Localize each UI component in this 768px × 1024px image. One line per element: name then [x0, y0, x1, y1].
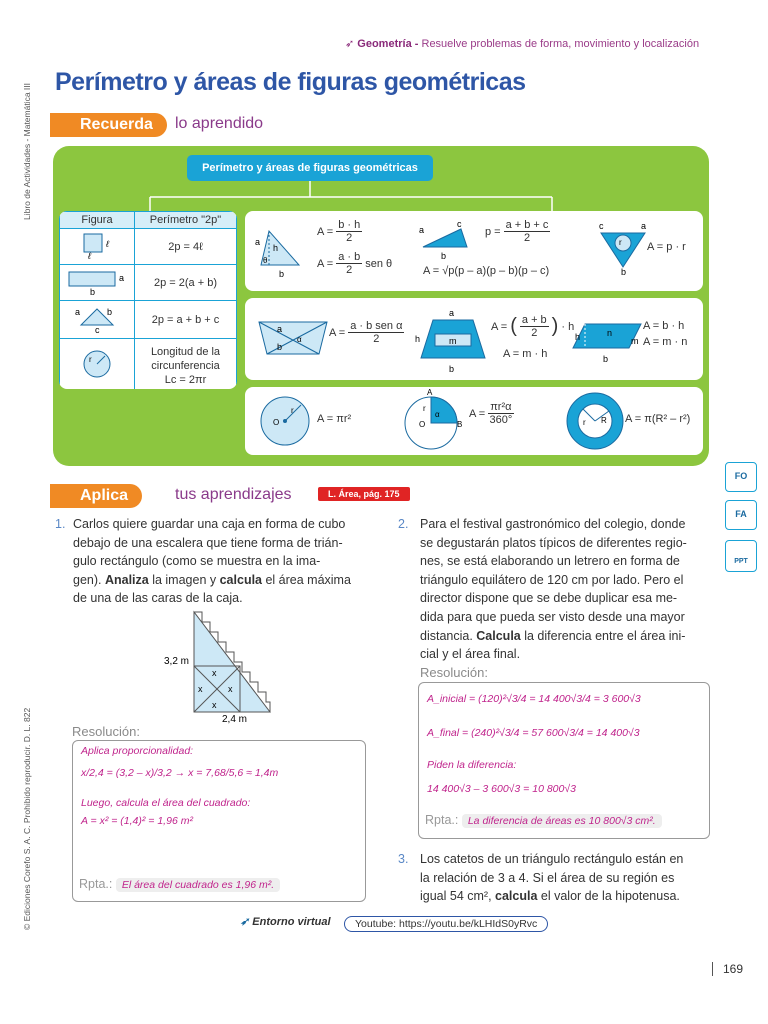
svg-text:b: b — [621, 267, 627, 275]
svg-text:a: a — [449, 308, 455, 318]
svg-text:r: r — [291, 406, 294, 415]
staircase-figure — [160, 608, 300, 724]
svg-text:a: a — [277, 324, 283, 334]
fig-circle — [60, 339, 135, 390]
formula-circle-area: A = πr² — [317, 413, 352, 425]
svg-text:ℓ: ℓ — [106, 239, 109, 249]
formula-semiperimeter: p = $\frac{a + b + c}{2}$ — [485, 219, 549, 244]
svg-text:x: x — [198, 684, 203, 694]
svg-text:a: a — [419, 225, 425, 235]
formula-diagonals: A = a · b sen α 2 — [329, 320, 403, 345]
p1-answer: Rpta.: El área del cuadrado es 1,96 m². — [79, 877, 280, 891]
p2-step-2: A_final = (240)²√3/4 = 57 600√3/4 = 14 400√3 — [427, 727, 640, 739]
col-header-perimetro: Perímetro "2p" — [135, 212, 237, 229]
fig-triangle — [60, 301, 135, 339]
svg-text:b: b — [90, 287, 96, 295]
formula-triangle-ab-sin: A = $\frac{a \cdot b}{2}$ sen θ — [317, 251, 393, 276]
youtube-link[interactable]: Youtube: https://youtu.be/kLHIdS0yRvc — [344, 916, 548, 932]
svg-text:b: b — [603, 354, 609, 364]
formula-parallelogram-bh: A = b · h — [643, 320, 685, 332]
header-topic: Resuelve problemas de forma, movimiento y localización — [421, 38, 700, 50]
svg-text:2,4 m: 2,4 m — [222, 714, 248, 724]
svg-text:3,2 m: 3,2 m — [164, 656, 190, 667]
header-subject: Geometría — [357, 38, 412, 50]
formula-circle: Longitud de la circunferencia Lc = 2πr — [135, 339, 237, 390]
p1-step-4: A = x² = (1,4)² = 1,96 m² — [81, 815, 193, 827]
problem-1-resolution-title: Resolución: — [72, 724, 140, 739]
p1-step-2: x/2,4 = (3,2 – x)/3,2 → x = 7,68/5,6 ≈ 1,4m — [81, 767, 279, 779]
trapezoid-figure — [415, 304, 491, 374]
triangle-height-figure — [253, 225, 305, 281]
svg-text:h: h — [415, 334, 421, 344]
svg-text:n: n — [607, 328, 613, 338]
svg-text:c: c — [457, 221, 462, 229]
svg-text:x: x — [212, 700, 217, 710]
triangle-formulas-box — [245, 211, 703, 291]
formula-inradius: A = p · r — [647, 241, 686, 253]
svg-text:b: b — [441, 251, 447, 261]
svg-text:b: b — [277, 342, 283, 352]
formula-triangle-bh: A = $\frac{b \cdot h}{2}$ — [317, 219, 361, 244]
book-reference-tag: L. Área, pág. 175 — [318, 487, 410, 501]
recuerda-text: lo aprendido — [175, 115, 264, 132]
col-header-figura: Figura — [60, 212, 135, 229]
circle-formulas-box — [245, 387, 703, 455]
fig-rectangle — [60, 265, 135, 301]
problem-3: 3. Los catetos de un triángulo rectángulo están en la relación de 3 a 4. Si el área de su región es igual 54 cm², calcula el valor de la hipotenusa. — [398, 852, 684, 904]
svg-text:m: m — [449, 336, 457, 346]
fa-icon[interactable]: FA — [725, 500, 757, 530]
problem-2-resolution-title: Resolución: — [420, 665, 488, 680]
svg-text:h: h — [575, 332, 581, 342]
svg-text:O: O — [273, 418, 280, 427]
side-text-top: Libro de Actividades - Matemática III — [22, 82, 32, 220]
svg-text:θ: θ — [263, 256, 268, 265]
svg-text:B: B — [457, 420, 463, 429]
svg-text:R: R — [601, 416, 607, 425]
side-text-bottom: © Ediciones Corefo S. A. C. Prohibido reproducir. D. L. 822 — [22, 707, 32, 930]
page-number: 169 — [712, 962, 743, 976]
svg-text:c: c — [599, 221, 604, 231]
fig-square — [60, 229, 135, 265]
p1-step-3: Luego, calcula el área del cuadrado: — [81, 797, 251, 809]
map-connectors — [140, 181, 560, 211]
perimeter-table — [59, 211, 237, 389]
problem-1-resolution-box — [72, 740, 366, 902]
svg-text:r: r — [619, 238, 622, 247]
aplica-text: tus aprendizajes — [175, 486, 292, 503]
annulus-figure — [563, 389, 629, 453]
concept-map-title: Perímetro y áreas de figuras geométricas — [187, 155, 433, 181]
formula-square: 2p = 4ℓ — [135, 229, 237, 265]
problem-2: 2. Para el festival gastronómico del colegio, donde se degustarán platos típicos de diferentes regio- nes, se está elaborando un letrero en forma de triángulo equilátero de 120 cm por lado. Pero el director dispone que se debe duplicar esa me- dida para que pueda ser visto desde una mayor distancia. Calcula la diferencia entre el área ini- cial y el área final. — [398, 517, 687, 662]
svg-text:b: b — [107, 307, 113, 317]
p2-answer: Rpta.: La diferencia de áreas es 10 800√3 cm². — [425, 813, 662, 827]
p2-step-1: A_inicial = (120)²√3/4 = 14 400√3/4 = 3 600√3 — [427, 693, 641, 705]
formula-rectangle: 2p = 2(a + b) — [135, 265, 237, 301]
circle-figure — [255, 391, 315, 451]
p2-step-4: 14 400√3 – 3 600√3 = 10 800√3 — [427, 783, 576, 795]
ppt-icon[interactable]: PPT — [725, 540, 757, 572]
recuerda-tag: Recuerda — [50, 113, 167, 137]
perimeter-table-box — [59, 211, 237, 389]
parallelogram-figure — [571, 314, 643, 366]
svg-text:b: b — [449, 364, 455, 374]
problem-2-resolution-box — [418, 682, 710, 839]
svg-text:α: α — [435, 410, 440, 419]
svg-text:a: a — [255, 237, 261, 247]
p2-step-3: Piden la diferencia: — [427, 759, 517, 771]
svg-text:a: a — [641, 221, 647, 231]
quadrilateral-formulas-box — [245, 298, 703, 380]
sector-figure — [395, 387, 465, 453]
formula-parallelogram-mn: A = m · n — [643, 336, 688, 348]
entorno-virtual-label: ➶ Entorno virtual — [240, 916, 331, 928]
svg-text:m: m — [631, 336, 639, 346]
svg-text:r: r — [583, 418, 586, 427]
svg-text:c: c — [95, 325, 100, 333]
running-header: ➶ Geometría - Resuelve problemas de forma, movimiento y localización — [345, 38, 700, 50]
aplica-tag: Aplica — [50, 484, 142, 508]
arrow-icon: ➶ — [345, 38, 355, 50]
triangle-incircle-figure — [597, 219, 653, 275]
quadrilateral-diagonals-figure — [253, 314, 333, 362]
arrow-icon: ➶ — [240, 916, 250, 928]
svg-text:α: α — [297, 335, 302, 344]
svg-text:x: x — [212, 668, 217, 678]
triangle-heron-figure — [417, 221, 477, 261]
formula-sector: A = $\frac{\text{πr²α}}{360^\circ}$ — [469, 401, 513, 426]
formula-trapezoid-median: A = m · h — [503, 348, 548, 360]
svg-text:ℓ: ℓ — [88, 251, 91, 259]
svg-text:h: h — [273, 243, 279, 253]
svg-text:A: A — [427, 388, 433, 397]
svg-text:a: a — [75, 307, 81, 317]
formula-annulus: A = π(R² – r²) — [625, 413, 691, 425]
svg-text:r: r — [89, 355, 92, 364]
problem-1: 1. Carlos quiere guardar una caja en forma de cubo debajo de una escalera que tiene forma de trián- gulo rectángulo (como se muestra en la ima- gen). Analiza la imagen y calcula el área máxima de una de las caras de la caja. — [55, 517, 351, 606]
formula-triangle: 2p = a + b + c — [135, 301, 237, 339]
formula-heron: A = √p(p – a)(p – b)(p – c) — [423, 265, 550, 277]
svg-text:b: b — [279, 269, 285, 279]
page-title: Perímetro y áreas de figuras geométricas — [55, 68, 526, 96]
fo-icon[interactable]: FO — [725, 462, 757, 492]
svg-text:r: r — [423, 404, 426, 413]
svg-text:a: a — [119, 273, 125, 283]
p1-step-1: Aplica proporcionalidad: — [81, 745, 194, 757]
svg-text:x: x — [228, 684, 233, 694]
svg-text:O: O — [419, 420, 426, 429]
formula-trapezoid: A = ( a + b 2 ) · h — [491, 314, 575, 339]
